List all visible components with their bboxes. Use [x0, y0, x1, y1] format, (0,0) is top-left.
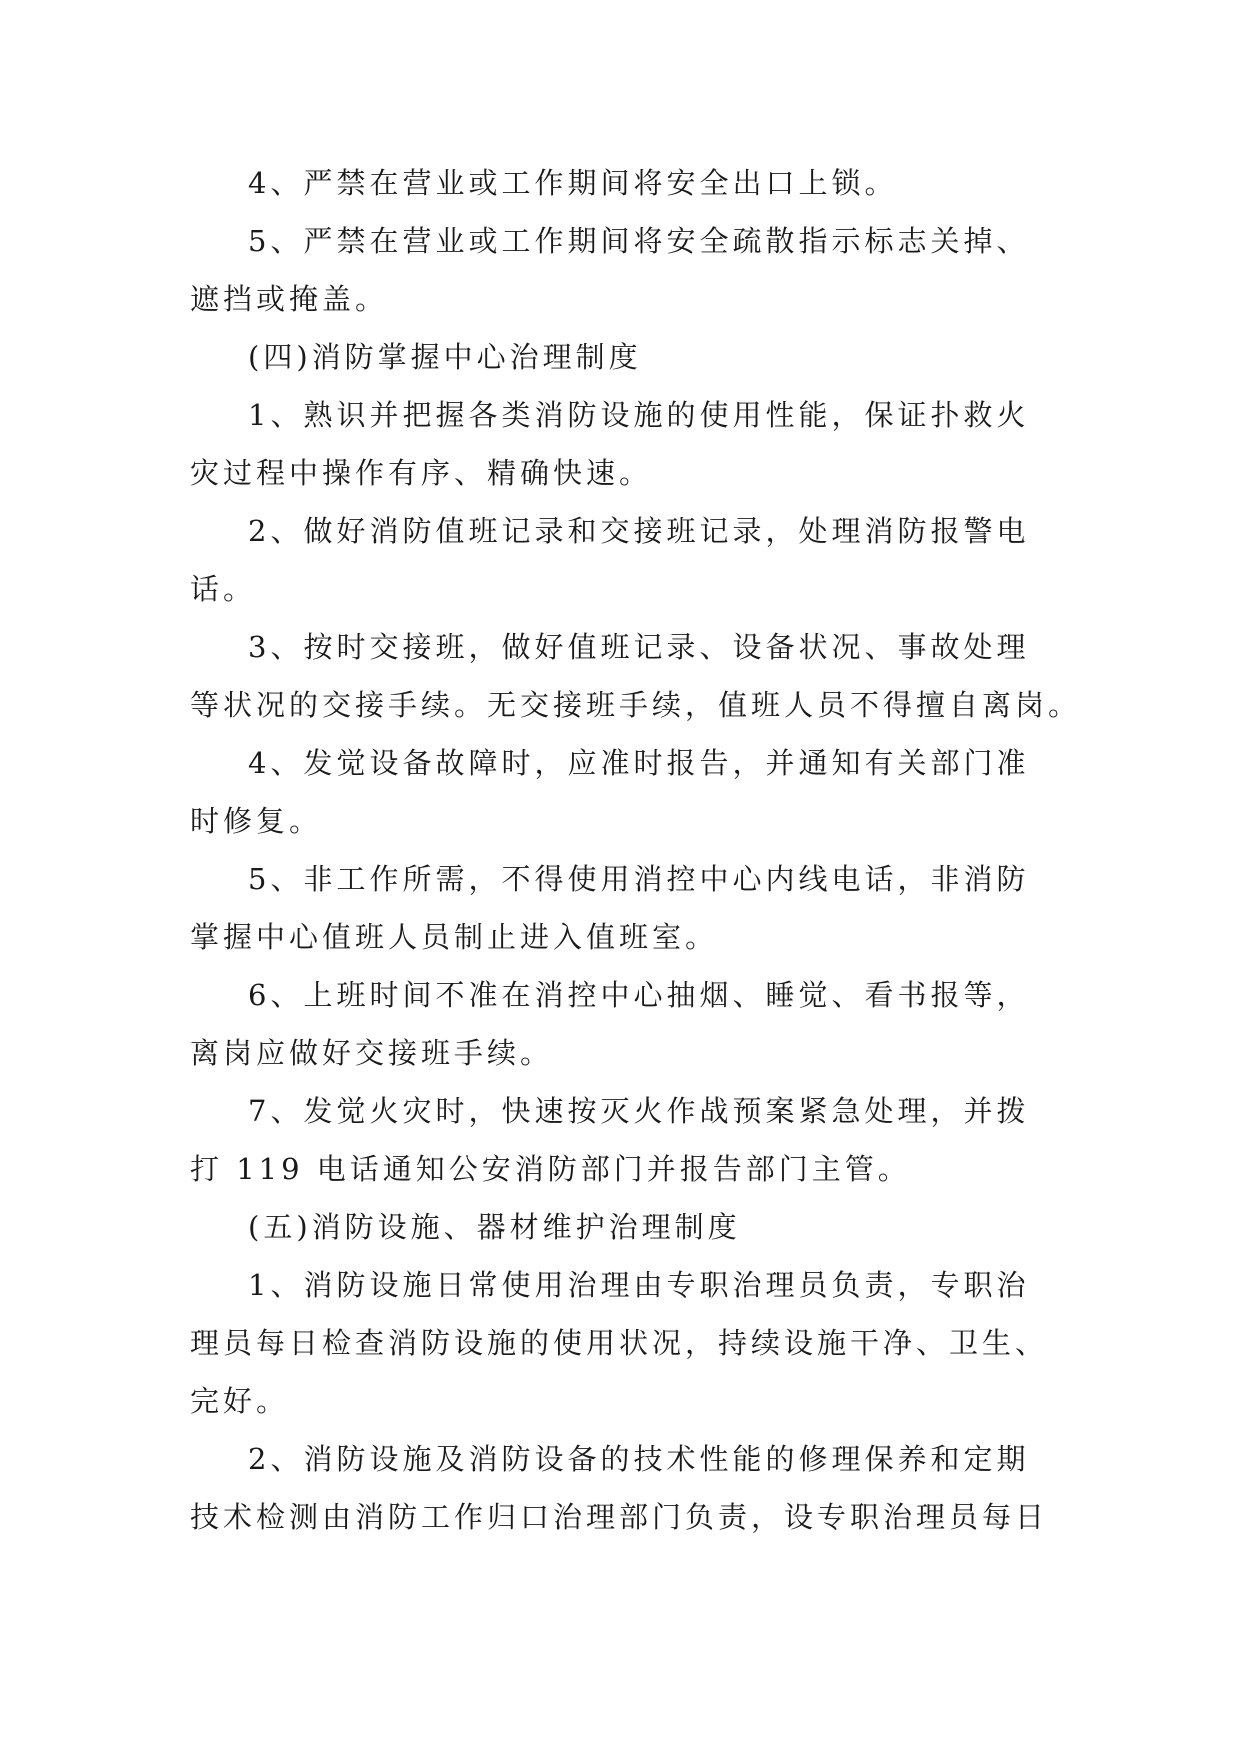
section-heading: (四)消防掌握中心治理制度	[248, 340, 642, 374]
text-line: 打 119 电话通知公安消防部门并报告部门主管。	[190, 1152, 911, 1186]
text-line: 6、上班时间不准在消控中心抽烟、睡觉、看书报等，	[248, 978, 1030, 1012]
text-line: 1、消防设施日常使用治理由专职治理员负责，专职治	[248, 1268, 1030, 1302]
document-body	[190, 154, 1082, 1546]
text-line: 4、发觉设备故障时，应准时报告，并通知有关部门准	[248, 746, 1030, 780]
text-line: 1、熟识并把握各类消防设施的使用性能，保证扑救火	[248, 398, 1030, 432]
text-line: 时修复。	[190, 804, 323, 838]
text-line: 5、严禁在营业或工作期间将安全疏散指示标志关掉、	[248, 224, 1030, 258]
text-line: 离岗应做好交接班手续。	[190, 1036, 554, 1070]
text-line: 掌握中心值班人员制止进入值班室。	[190, 920, 719, 954]
text-line: 3、按时交接班，做好值班记录、设备状况、事故处理	[248, 630, 1030, 664]
text-line: 7、发觉火灾时，快速按灭火作战预案紧急处理，并拨	[248, 1094, 1030, 1128]
text-block	[190, 154, 1082, 1546]
text-line: 完好。	[190, 1384, 290, 1418]
text-line: 话。	[190, 572, 257, 606]
text-line: 5、非工作所需，不得使用消控中心内线电话，非消防	[248, 862, 1030, 896]
text-line: 遮挡或掩盖。	[190, 282, 389, 316]
section-heading: (五)消防设施、器材维护治理制度	[248, 1210, 741, 1244]
text-line: 2、做好消防值班记录和交接班记录，处理消防报警电	[248, 514, 1030, 548]
text-line: 4、严禁在营业或工作期间将安全出口上锁。	[248, 166, 898, 200]
text-line: 2、消防设施及消防设备的技术性能的修理保养和定期	[248, 1442, 1030, 1476]
text-line: 灾过程中操作有序、精确快速。	[190, 456, 653, 490]
text-line: 等状况的交接手续。无交接班手续，值班人员不得擅自离岗。	[190, 688, 1082, 722]
text-line: 技术检测由消防工作归口治理部门负责，设专职治理员每日	[190, 1500, 1049, 1534]
text-line: 理员每日检查消防设施的使用状况，持续设施干净、卫生、	[190, 1326, 1049, 1360]
